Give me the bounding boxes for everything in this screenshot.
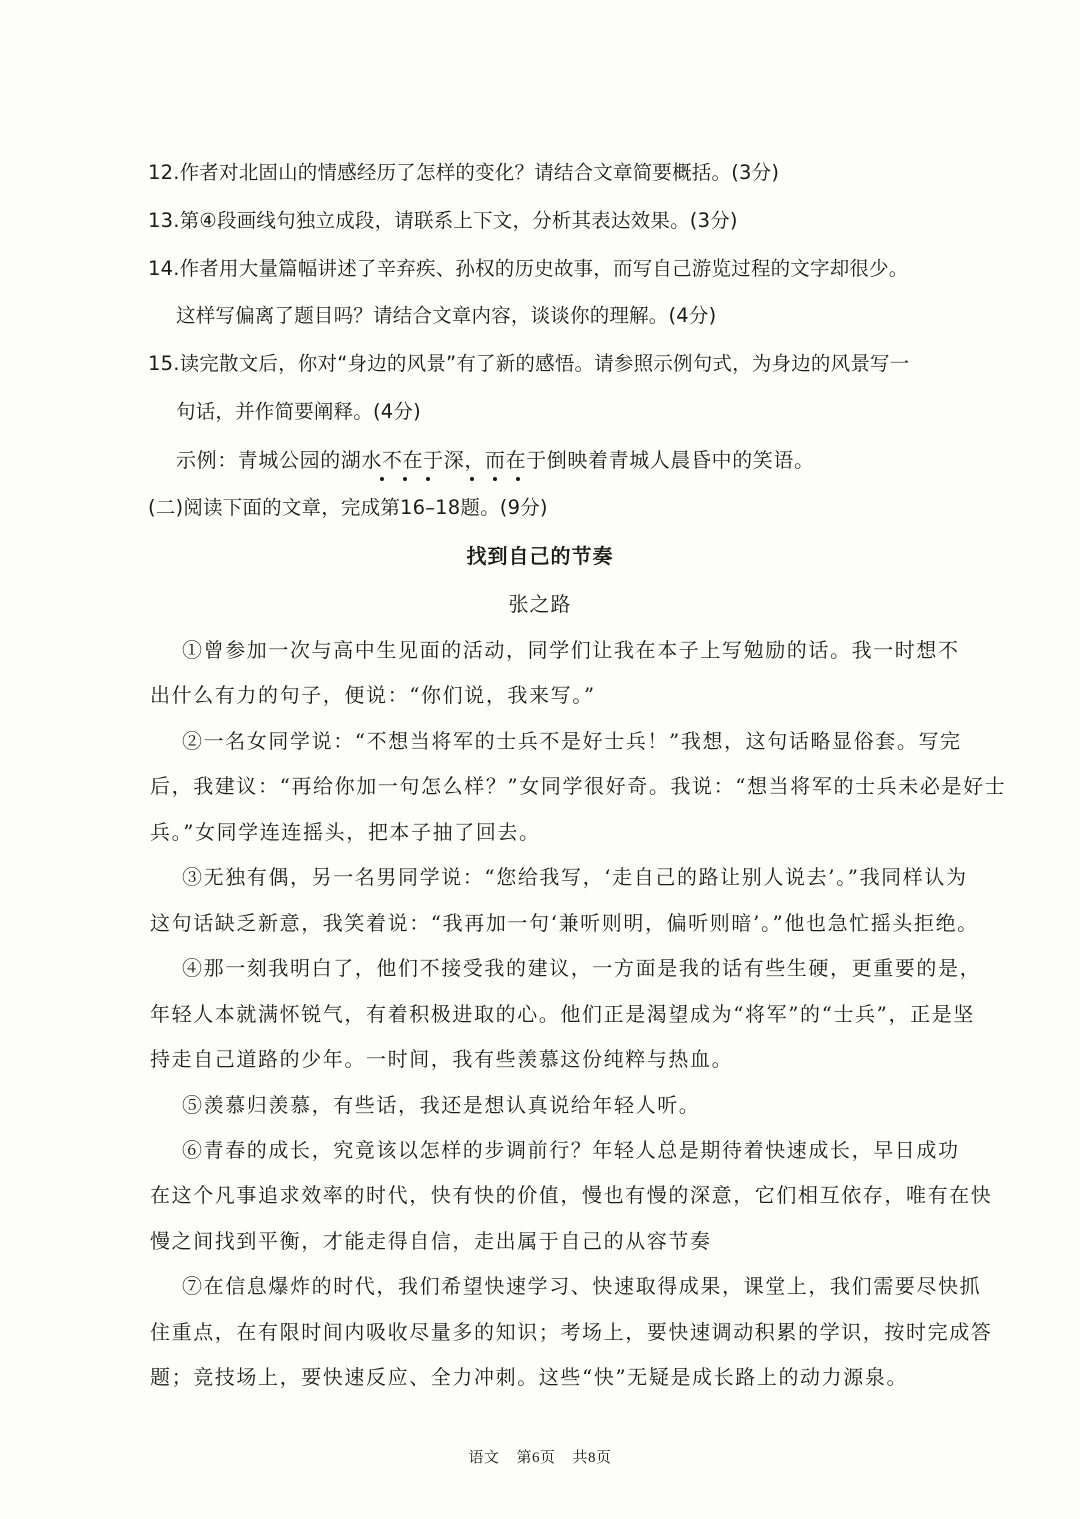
- emphasis-dot: [493, 477, 497, 481]
- article-line: 年轻人本就满怀锐气，有着积极进取的心。他们正是渴望成为“将军”的“士兵”，正是坚: [150, 1002, 975, 1026]
- question-12: 12.作者对北固山的情感经历了怎样的变化？请结合文章简要概括。(3分): [148, 161, 780, 184]
- article-line: 后，我建议：“再给你加一句怎么样？”女同学很好奇。我说：“想当将军的士兵未必是好士: [150, 774, 1007, 798]
- emphasis-dot: [470, 477, 474, 481]
- question-15-example: 示例：青城公园的湖水不在于深，而在于倒映着青城人晨昏中的笑语。: [176, 448, 815, 472]
- question-14-line-1: 14.作者用大量篇幅讲述了辛弃疾、孙权的历史故事，而写自己游览过程的文字却很少。: [148, 257, 909, 280]
- question-15-line-2: 句话，并作简要阐释。(4分): [176, 400, 421, 423]
- article-line: 慢之间找到平衡，才能走得自信，走出属于自己的从容节奏: [150, 1229, 712, 1253]
- article-line: 住重点，在有限时间内吸收尽量多的知识；考场上，要快速调动积累的学识，按时完成答: [150, 1320, 993, 1344]
- question-14-line-2: 这样写偏离了题目吗？请结合文章内容，谈谈你的理解。(4分): [176, 304, 717, 327]
- emphasis-dot: [516, 477, 520, 481]
- article-line: 持走自己道路的少年。一时间，我有些羡慕这份纯粹与热血。: [150, 1047, 734, 1071]
- article-line: 题；竞技场上，要快速反应、全力冲刺。这些“快”无疑是成长路上的动力源泉。: [150, 1365, 909, 1389]
- article-line: 这句话缺乏新意，我笑着说：“我再加一句‘兼听则明，偏听则暗’。”他也急忙摇头拒绝。: [150, 911, 979, 935]
- article-title: 找到自己的节奏: [466, 544, 614, 568]
- page-footer: 语文 第6页 共8页: [468, 1450, 612, 1466]
- article-author: 张之路: [508, 592, 572, 616]
- article-line: 兵。”女同学连连摇头，把本子抽了回去。: [150, 820, 541, 844]
- emphasis-dot: [426, 477, 430, 481]
- article-line: ③无独有偶，另一名男同学说：“您给我写，‘走自己的路让别人说去’。”我同样认为: [182, 865, 968, 889]
- question-15-line-1: 15.读完散文后，你对“身边的风景”有了新的感悟。请参照示例句式，为身边的风景写一: [148, 352, 910, 375]
- emphasis-dot: [403, 477, 407, 481]
- article-line: 出什么有力的句子，便说：“你们说，我来写。”: [150, 683, 596, 707]
- article-line: ⑤羡慕归羡慕，有些话，我还是想认真说给年轻人听。: [182, 1093, 701, 1117]
- section-heading: (二)阅读下面的文章，完成第16–18题。(9分): [148, 496, 548, 519]
- emphasis-dot: [380, 477, 384, 481]
- article-line: 在这个凡事追求效率的时代，快有快的价值，慢也有慢的深意，它们相互依存，唯有在快: [150, 1183, 993, 1207]
- article-line: ⑥青春的成长，究竟该以怎样的步调前行？年轻人总是期待着快速成长，早日成功: [182, 1138, 960, 1162]
- article-line: ⑦在信息爆炸的时代，我们希望快速学习、快速取得成果，课堂上，我们需要尽快抓: [182, 1274, 982, 1298]
- article-line: ②一名女同学说：“不想当将军的士兵不是好士兵！”我想，这句话略显俗套。写完: [182, 729, 962, 753]
- question-13: 13.第④段画线句独立成段，请联系上下文，分析其表达效果。(3分): [148, 209, 738, 232]
- article-line: ④那一刻我明白了，他们不接受我的建议，一方面是我的话有些生硬，更重要的是，: [182, 956, 982, 980]
- emphasis-dots: [374, 477, 534, 485]
- article-line: ①曾参加一次与高中生见面的活动，同学们让我在本子上写勉励的话。我一时想不: [182, 638, 960, 662]
